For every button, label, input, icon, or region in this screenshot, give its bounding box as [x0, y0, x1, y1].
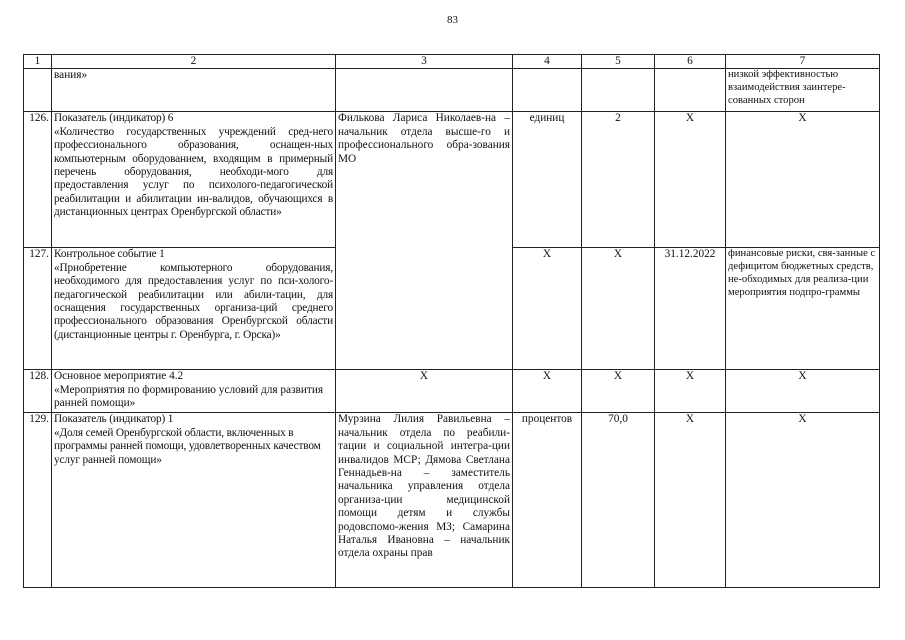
header-cell: 6	[655, 55, 726, 69]
measure-text: вания»	[54, 69, 88, 82]
header-row	[24, 55, 880, 69]
risks-cell: Х	[726, 370, 880, 413]
risks-cell: финансовые риски, свя-занные с дефицитом бюджетных средств, не-обходимых для реализа-ции мероприятия подпро-граммы	[726, 248, 880, 370]
unit-cell: единиц	[513, 112, 582, 248]
unit-cell: процентов	[513, 413, 582, 588]
measure-cell	[52, 112, 336, 248]
header-cell: 4	[513, 55, 582, 69]
value-cell: 2	[582, 112, 655, 248]
header-cell: 3	[336, 55, 513, 69]
value-cell: Х	[582, 370, 655, 413]
date-cell: 31.12.2022	[655, 248, 726, 370]
measure-text: «Количество государственных учреждений сред-него профессионального образования, оснащен-ных компьютерным оборудованием, входящим в примерный перечень оборудования, необходи-мого для предоставления услуг по психолого-педагогической реабилитации и абилитации ин-валидов, обучающихся в дистанционных центрах Оренбургской области»	[54, 125, 333, 219]
header-cell: 5	[582, 55, 655, 69]
table-row	[24, 413, 880, 588]
row-number: 128.	[24, 370, 52, 413]
risks-cell: Х	[726, 413, 880, 588]
responsible-cell	[336, 69, 513, 112]
program-table	[23, 54, 880, 588]
date-cell: Х	[655, 112, 726, 248]
table-row	[24, 69, 880, 112]
measure-text: «Доля семей Оренбургской области, включенных в программы ранней помощи, удовлетворенных качеством услуг ранней помощи»	[54, 426, 321, 466]
measure-text: «Приобретение компьютерного оборудования, необходимого для предоставления услуг по пси-холого-педагогической реабилитации или абили-тации, для оснащения государственных организа-ций среднего профессионального образования Оренбургской области (дистанционные центры г. Оренбурга, г. Орска)»	[54, 261, 333, 341]
responsible-cell: Х	[336, 370, 513, 413]
unit-cell: Х	[513, 248, 582, 370]
table-row	[24, 370, 880, 413]
date-cell: Х	[655, 370, 726, 413]
responsible-cell: Филькова Лариса Николаев-на – начальник отдела высше-го и профессионального обра-зования МО	[336, 112, 513, 370]
measure-title: Показатель (индикатор) 1	[54, 413, 174, 426]
table-row	[24, 112, 880, 248]
measure-cell	[52, 370, 336, 413]
header-cell: 7	[726, 55, 880, 69]
measure-text: «Мероприятия по формированию условий для развития ранней помощи»	[54, 383, 324, 410]
row-number: 129.	[24, 413, 52, 588]
responsible-cell: Мурзина Лилия Равильевна – начальник отдела по реабили-тации и социальной интегра-ции инвалидов МСР; Дямова Светлана Геннадьев-на – заместитель начальника управления отдела организа-ции медицинской помощи детям и службы родовспомо-жения МЗ; Самарина Наталья Ивановна – начальник отдела охраны прав	[336, 413, 513, 588]
risks-cell: низкой эффективностью взаимодействия заинтере-сованных сторон	[726, 69, 880, 112]
page-number: 83	[447, 14, 458, 26]
value-cell	[582, 69, 655, 112]
measure-cell	[52, 413, 336, 588]
measure-title: Основное мероприятие 4.2	[54, 370, 184, 383]
measure-cell	[52, 69, 336, 112]
value-cell: Х	[582, 248, 655, 370]
header-cell: 1	[24, 55, 52, 69]
date-cell	[655, 69, 726, 112]
value-cell: 70,0	[582, 413, 655, 588]
risks-cell: Х	[726, 112, 880, 248]
row-number: 126.	[24, 112, 52, 248]
measure-cell	[52, 248, 336, 370]
date-cell: Х	[655, 413, 726, 588]
header-cell: 2	[52, 55, 336, 69]
unit-cell: Х	[513, 370, 582, 413]
unit-cell	[513, 69, 582, 112]
row-number	[24, 69, 52, 112]
measure-title: Показатель (индикатор) 6	[54, 112, 174, 125]
row-number: 127.	[24, 248, 52, 370]
measure-title: Контрольное событие 1	[54, 248, 165, 261]
